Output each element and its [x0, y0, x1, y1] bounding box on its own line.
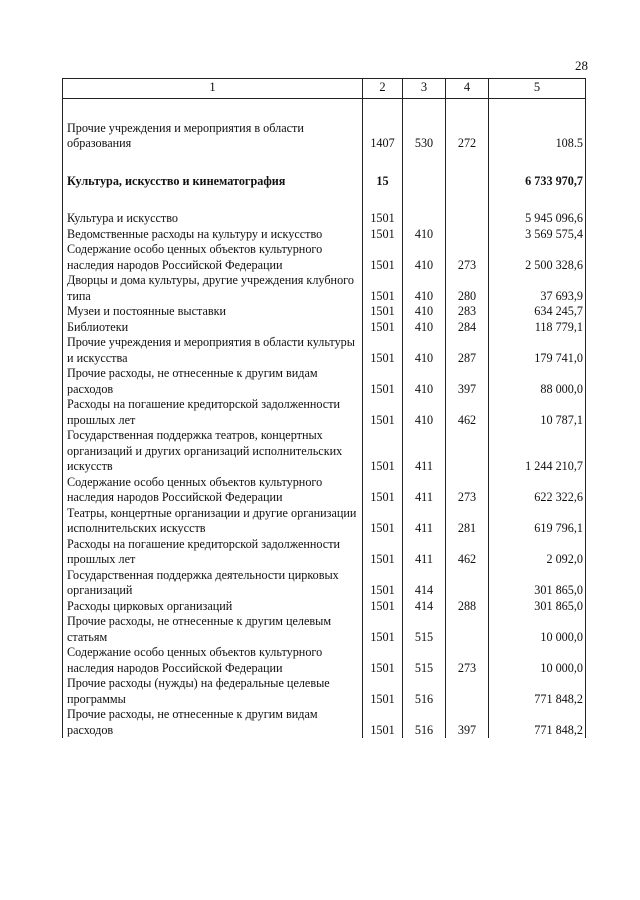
row-amount: 3 569 575,4 — [489, 227, 586, 243]
row-target-code: 410 — [403, 227, 446, 243]
spacer-cell — [446, 98, 489, 121]
table-row — [63, 211, 586, 227]
table-row — [63, 335, 586, 366]
table-row — [63, 645, 586, 676]
row-section-code: 1501 — [363, 428, 403, 475]
row-name: Театры, концертные организации и другие организации исполнительских искусств — [63, 506, 363, 537]
row-target-code: 410 — [403, 397, 446, 428]
table-row — [63, 273, 586, 304]
row-amount: 108.5 — [489, 121, 586, 152]
row-section-code: 1501 — [363, 335, 403, 366]
row-expense-code: 287 — [446, 335, 489, 366]
column-header-1: 1 — [63, 79, 363, 99]
spacer-cell — [489, 189, 586, 211]
row-expense-code: 272 — [446, 121, 489, 152]
table-row — [63, 676, 586, 707]
page-number: 28 — [575, 58, 588, 73]
row-section-code: 1501 — [363, 320, 403, 336]
row-target-code: 411 — [403, 475, 446, 506]
row-amount: 10 000,0 — [489, 614, 586, 645]
row-name: Расходы на погашение кредиторской задолженности прошлых лет — [63, 397, 363, 428]
row-expense-code — [446, 614, 489, 645]
row-expense-code — [446, 676, 489, 707]
row-expense-code — [446, 174, 489, 190]
budget-table — [62, 78, 586, 738]
row-target-code: 410 — [403, 320, 446, 336]
spacer-cell — [446, 189, 489, 211]
row-name: Прочие учреждения и мероприятия в области образования — [63, 121, 363, 152]
table-row — [63, 304, 586, 320]
table-row — [63, 506, 586, 537]
table-body — [63, 98, 586, 738]
row-name: Содержание особо ценных объектов культурного наследия народов Российской Федерации — [63, 645, 363, 676]
row-expense-code: 397 — [446, 366, 489, 397]
column-header-5: 5 — [489, 79, 586, 99]
row-target-code — [403, 211, 446, 227]
row-expense-code — [446, 568, 489, 599]
row-target-code: 515 — [403, 645, 446, 676]
row-name: Музеи и постоянные выставки — [63, 304, 363, 320]
spacer-cell — [63, 189, 363, 211]
row-amount: 634 245,7 — [489, 304, 586, 320]
row-section-code: 1501 — [363, 707, 403, 738]
row-amount: 301 865,0 — [489, 599, 586, 615]
table-row — [63, 707, 586, 738]
row-section-code: 1501 — [363, 273, 403, 304]
table-row — [63, 599, 586, 615]
row-amount: 10 000,0 — [489, 645, 586, 676]
spacer-cell — [489, 98, 586, 121]
row-expense-code: 397 — [446, 707, 489, 738]
spacer-cell — [403, 152, 446, 174]
row-expense-code: 281 — [446, 506, 489, 537]
row-expense-code: 284 — [446, 320, 489, 336]
row-name: Содержание особо ценных объектов культурного наследия народов Российской Федерации — [63, 242, 363, 273]
row-section-code: 1407 — [363, 121, 403, 152]
row-target-code: 410 — [403, 335, 446, 366]
row-amount: 6 733 970,7 — [489, 174, 586, 190]
table-row — [63, 397, 586, 428]
spacer-row — [63, 152, 586, 174]
row-expense-code: 288 — [446, 599, 489, 615]
spacer-cell — [363, 189, 403, 211]
row-section-code: 1501 — [363, 506, 403, 537]
spacer-cell — [489, 152, 586, 174]
row-name: Прочие расходы, не отнесенные к другим видам расходов — [63, 366, 363, 397]
row-section-code: 1501 — [363, 211, 403, 227]
row-target-code: 410 — [403, 273, 446, 304]
row-name: Культура, искусство и кинематография — [63, 174, 363, 190]
column-header-2: 2 — [363, 79, 403, 99]
row-target-code: 516 — [403, 676, 446, 707]
spacer-cell — [446, 152, 489, 174]
column-header-4: 4 — [446, 79, 489, 99]
row-expense-code: 273 — [446, 242, 489, 273]
row-expense-code: 462 — [446, 397, 489, 428]
row-target-code: 410 — [403, 366, 446, 397]
row-amount: 37 693,9 — [489, 273, 586, 304]
row-section-code: 1501 — [363, 599, 403, 615]
row-section-code: 1501 — [363, 227, 403, 243]
table-row — [63, 428, 586, 475]
row-amount: 771 848,2 — [489, 676, 586, 707]
spacer-cell — [403, 98, 446, 121]
row-target-code: 530 — [403, 121, 446, 152]
table-row — [63, 174, 586, 190]
table-header-row — [63, 79, 586, 99]
row-name: Ведомственные расходы на культуру и искусство — [63, 227, 363, 243]
row-name: Расходы цирковых организаций — [63, 599, 363, 615]
row-target-code: 411 — [403, 428, 446, 475]
row-amount: 88 000,0 — [489, 366, 586, 397]
row-expense-code: 462 — [446, 537, 489, 568]
row-target-code: 411 — [403, 537, 446, 568]
row-target-code: 410 — [403, 304, 446, 320]
row-name: Государственная поддержка деятельности цирковых организаций — [63, 568, 363, 599]
row-name: Прочие расходы, не отнесенные к другим целевым статьям — [63, 614, 363, 645]
row-name: Расходы на погашение кредиторской задолженности прошлых лет — [63, 537, 363, 568]
column-header-3: 3 — [403, 79, 446, 99]
row-name: Прочие расходы (нужды) на федеральные целевые программы — [63, 676, 363, 707]
row-amount: 5 945 096,6 — [489, 211, 586, 227]
row-amount: 622 322,6 — [489, 475, 586, 506]
spacer-cell — [63, 152, 363, 174]
row-section-code: 1501 — [363, 304, 403, 320]
row-target-code: 414 — [403, 599, 446, 615]
row-target-code: 411 — [403, 506, 446, 537]
row-amount: 1 244 210,7 — [489, 428, 586, 475]
row-section-code: 1501 — [363, 676, 403, 707]
row-amount: 179 741,0 — [489, 335, 586, 366]
row-amount: 619 796,1 — [489, 506, 586, 537]
row-section-code: 15 — [363, 174, 403, 190]
spacer-row — [63, 189, 586, 211]
row-expense-code — [446, 227, 489, 243]
row-expense-code: 283 — [446, 304, 489, 320]
row-amount: 771 848,2 — [489, 707, 586, 738]
spacer-cell — [363, 98, 403, 121]
row-target-code: 515 — [403, 614, 446, 645]
row-expense-code — [446, 428, 489, 475]
row-target-code: 516 — [403, 707, 446, 738]
table-row — [63, 475, 586, 506]
row-section-code: 1501 — [363, 537, 403, 568]
table-row — [63, 227, 586, 243]
table-row — [63, 366, 586, 397]
row-amount: 301 865,0 — [489, 568, 586, 599]
spacer-cell — [363, 152, 403, 174]
table-row — [63, 242, 586, 273]
row-name: Государственная поддержка театров, концертных организаций и других организаций исполнительских искусств — [63, 428, 363, 475]
row-expense-code: 273 — [446, 645, 489, 676]
spacer-cell — [63, 98, 363, 121]
table-row — [63, 537, 586, 568]
row-name: Прочие учреждения и мероприятия в области культуры и искусства — [63, 335, 363, 366]
table-row — [63, 320, 586, 336]
row-name: Содержание особо ценных объектов культурного наследия народов Российской Федерации — [63, 475, 363, 506]
row-amount: 118 779,1 — [489, 320, 586, 336]
row-section-code: 1501 — [363, 614, 403, 645]
spacer-row — [63, 98, 586, 121]
row-name: Дворцы и дома культуры, другие учреждения клубного типа — [63, 273, 363, 304]
row-target-code: 414 — [403, 568, 446, 599]
row-target-code — [403, 174, 446, 190]
row-amount: 2 500 328,6 — [489, 242, 586, 273]
row-expense-code: 273 — [446, 475, 489, 506]
row-name: Библиотеки — [63, 320, 363, 336]
row-section-code: 1501 — [363, 645, 403, 676]
row-name: Культура и искусство — [63, 211, 363, 227]
table-row — [63, 568, 586, 599]
row-section-code: 1501 — [363, 568, 403, 599]
row-expense-code: 280 — [446, 273, 489, 304]
row-expense-code — [446, 211, 489, 227]
table-row — [63, 614, 586, 645]
row-section-code: 1501 — [363, 397, 403, 428]
row-section-code: 1501 — [363, 475, 403, 506]
row-section-code: 1501 — [363, 366, 403, 397]
table-row — [63, 121, 586, 152]
row-amount: 2 092,0 — [489, 537, 586, 568]
row-section-code: 1501 — [363, 242, 403, 273]
spacer-cell — [403, 189, 446, 211]
row-target-code: 410 — [403, 242, 446, 273]
row-amount: 10 787,1 — [489, 397, 586, 428]
row-name: Прочие расходы, не отнесенные к другим видам расходов — [63, 707, 363, 738]
